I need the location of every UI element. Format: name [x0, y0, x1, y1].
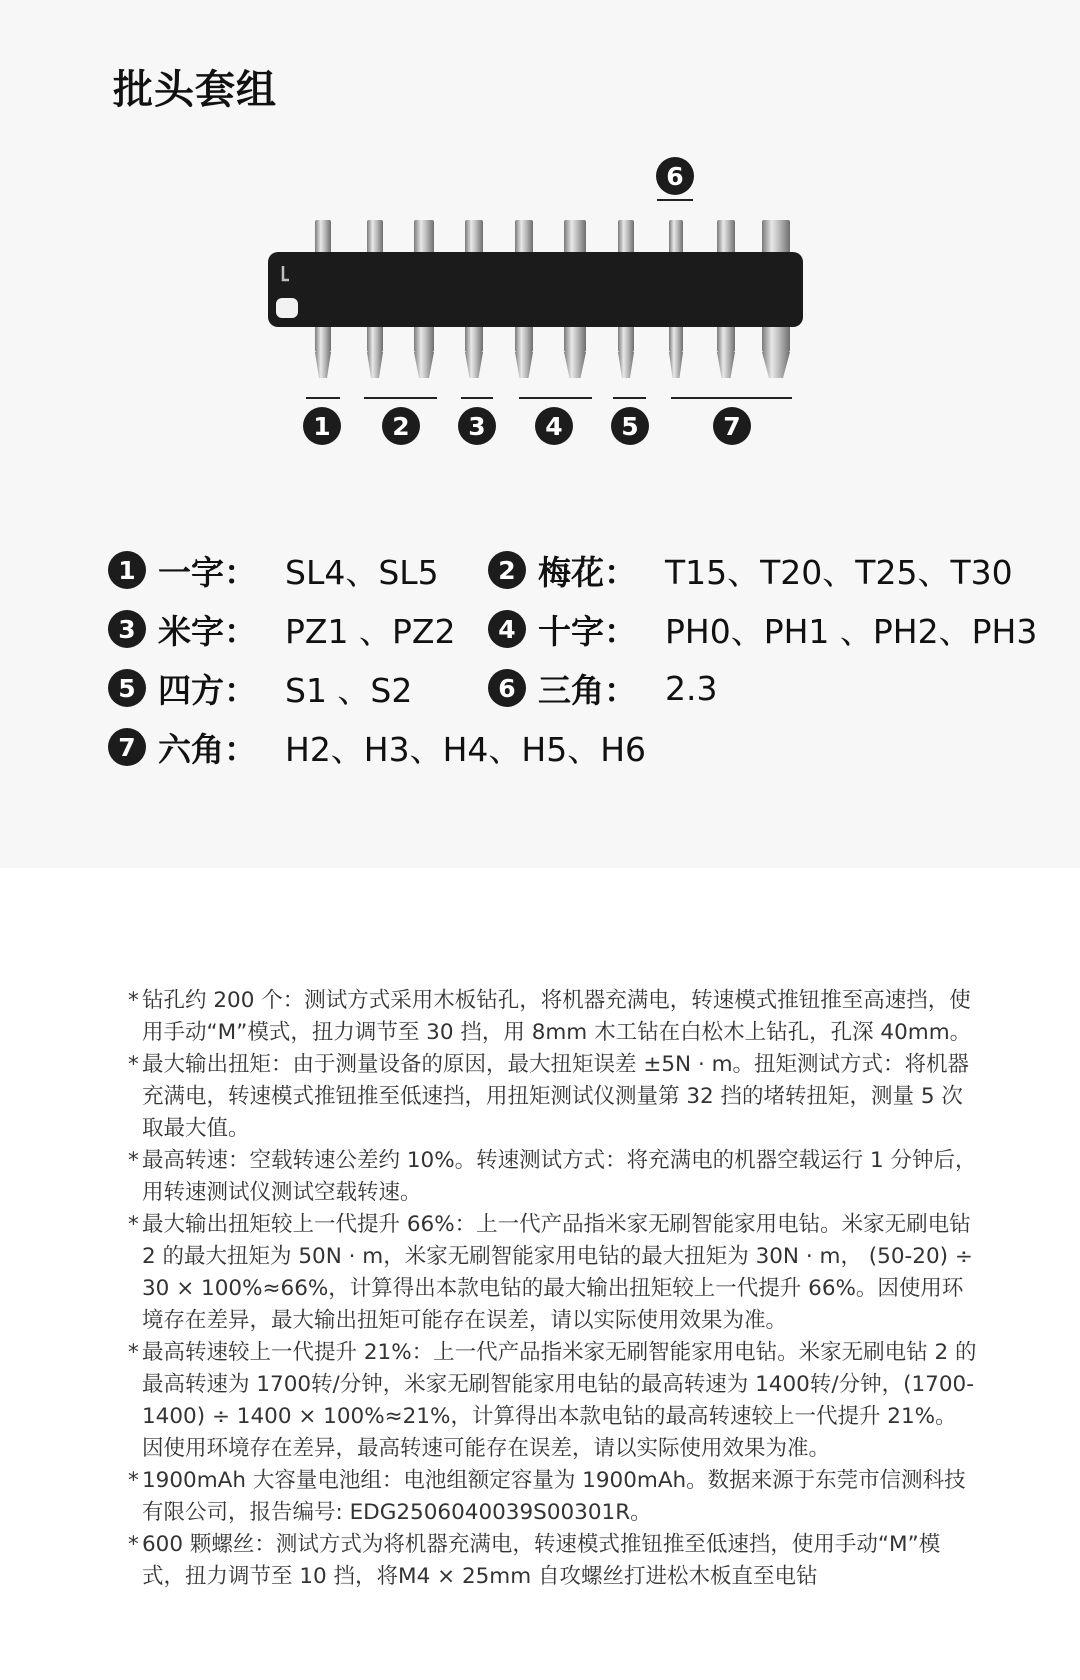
number-badge: 4	[488, 610, 526, 648]
footnote: * 最大输出扭矩较上一代提升 66%：上一代产品指米家无刷智能家用电钻。米家无刷电钻 2 的最大扭矩为 50N · m，米家无刷智能家用电钻的最大扭矩为 30N · m， (50-20) ÷ 30 × 100%≈66%，计算得出本款电钻的最大输出扭矩较上一代提升 66%。因使用环境存在差异，最大输出扭矩可能存在误差，请以实际使用效果为准。	[128, 1212, 973, 1333]
number-badge: 1	[108, 551, 146, 589]
number-badge: 7	[108, 728, 146, 766]
spec-name: 六角：	[158, 729, 257, 769]
svg-text:2: 2	[392, 412, 410, 441]
svg-text:1: 1	[313, 412, 331, 441]
callout-badge-7	[713, 407, 751, 445]
spec-name: 一字：	[158, 552, 257, 592]
callout-badge-5	[611, 407, 649, 445]
callout-badge-6	[656, 157, 694, 195]
spec-value: H2、H3、H4、H5、H6	[285, 729, 647, 769]
strap-hole	[276, 298, 298, 318]
spec-name: 梅花：	[538, 552, 637, 592]
svg-text:6: 6	[666, 162, 684, 191]
svg-text:7: 7	[723, 412, 741, 441]
callout-badge-4	[535, 407, 573, 445]
bit-set-illustration	[0, 150, 1080, 460]
spec-row-3	[108, 604, 456, 654]
callout-badge-2	[382, 407, 420, 445]
footnote: * 最高转速：空载转速公差约 10%。转速测试方式：将充满电的机器空载运行 1 分钟后，用转速测试仪测试空载转速。	[128, 1148, 977, 1205]
spec-value: S1 、S2	[285, 670, 413, 710]
spec-row-4	[488, 604, 1037, 654]
footnote: * 钻孔约 200 个：测试方式采用木板钻孔，将机器充满电，转速模式推钮推至高速挡，使用手动“M”模式，扭力调节至 30 挡，用 8mm 木工钻在白松木上钻孔，孔深 40mm。	[128, 988, 972, 1045]
footnote: * 600 颗螺丝：测试方式为将机器充满电，转速模式推钮推至低速挡，使用手动“M”模式，扭力调节至 10 挡，将M4 × 25mm 自攻螺丝打进松木板直至电钻	[128, 1532, 941, 1589]
footnote: * 1900mAh 大容量电池组：电池组额定容量为 1900mAh。数据来源于东莞市信测科技有限公司，报告编号: EDG2506040039S00301R。	[128, 1468, 966, 1525]
callout-badge-3	[458, 407, 496, 445]
footnote: * 最大输出扭矩：由于测量设备的原因，最大扭矩误差 ±5N · m。扭矩测试方式：将机器充满电，转速模式推钮推至低速挡，用扭矩测试仪测量第 32 挡的堵转扭矩，测量 5 次取最大值。	[128, 1052, 970, 1141]
svg-text:5: 5	[621, 412, 639, 441]
footnotes	[128, 985, 978, 1593]
footnote: * 最高转速较上一代提升 21%：上一代产品指米家无刷智能家用电钻。米家无刷电钻 2 的最高转速为 1700转/分钟，米家无刷智能家用电钻的最高转速为 1400转/分钟，(1700-1400) ÷ 1400 × 100%≈21%，计算得出本款电钻的最高转速较上一代提升 21%。因使用环境存在差异，最高转速可能存在误差，请以实际使用效果为准。	[128, 1340, 977, 1461]
number-badge: 2	[488, 551, 526, 589]
spec-row-7	[108, 722, 646, 772]
section-title: 批头套组	[113, 67, 277, 113]
callout-badge-1	[303, 407, 341, 445]
spec-name: 米字：	[158, 611, 257, 651]
spec-value: PZ1 、PZ2	[285, 611, 456, 651]
spec-row-2	[488, 545, 1013, 595]
number-badge: 6	[488, 669, 526, 707]
spec-value: 2.3	[665, 668, 718, 708]
spec-row-5	[108, 663, 412, 713]
spec-value: T15、T20、T25、T30	[665, 552, 1013, 592]
svg-text:4: 4	[545, 412, 563, 441]
number-badge: 3	[108, 610, 146, 648]
spec-name: 十字：	[538, 611, 637, 651]
spec-value: SL4、SL5	[285, 552, 439, 592]
spec-name: 三角：	[538, 670, 637, 710]
spec-value: PH0、PH1 、PH2、PH3	[665, 611, 1038, 651]
bit-holder-strap	[268, 252, 803, 327]
spec-name: 四方：	[158, 670, 257, 710]
spec-row-6	[488, 663, 717, 713]
svg-text:3: 3	[468, 412, 486, 441]
number-badge: 5	[108, 669, 146, 707]
spec-row-1	[108, 545, 439, 595]
